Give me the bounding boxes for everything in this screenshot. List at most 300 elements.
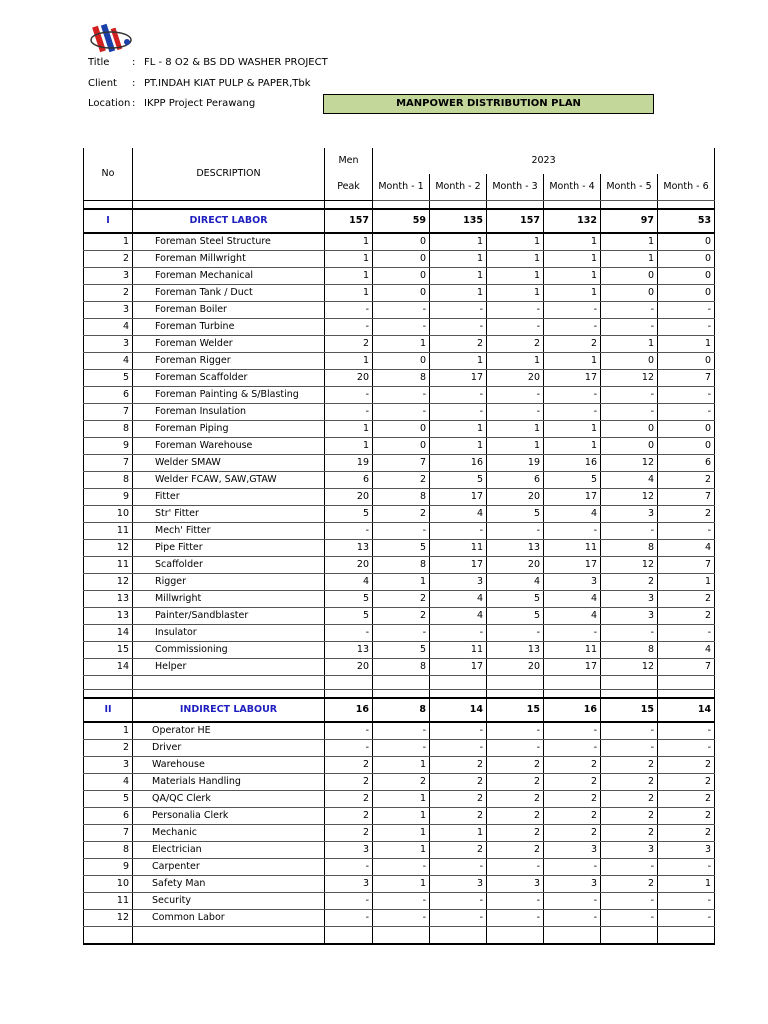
empty-cell (133, 676, 325, 690)
row-month-value: 1 (487, 353, 544, 370)
row-month-value: 16 (544, 455, 601, 472)
row-number: 14 (84, 625, 133, 642)
row-description: QA/QC Clerk (133, 791, 325, 808)
row-month-value: 0 (601, 353, 658, 370)
row-number: 11 (84, 557, 133, 574)
empty-cell (658, 676, 715, 690)
row-description: Foreman Insulation (133, 404, 325, 421)
row-month-value: - (601, 404, 658, 421)
row-month-value: - (430, 625, 487, 642)
row-month-value: 0 (601, 285, 658, 302)
row-month-value: 1 (373, 825, 430, 842)
row-month-value: 8 (601, 540, 658, 557)
row-month-value: 4 (544, 591, 601, 608)
row-month-value: 4 (658, 540, 715, 557)
row-description: Fitter (133, 489, 325, 506)
table-row (84, 825, 715, 842)
row-month-value: 3 (601, 591, 658, 608)
month-header: Month - 4 (544, 174, 601, 201)
row-month-value: 2 (373, 774, 430, 791)
table-row (84, 523, 715, 540)
row-description: Personalia Clerk (133, 808, 325, 825)
row-month-value: - (544, 523, 601, 540)
empty-cell (325, 690, 373, 699)
row-month-value: 3 (601, 506, 658, 523)
row-month-value: 1 (430, 438, 487, 455)
row-month-value: - (544, 387, 601, 404)
row-month-value: 1 (430, 268, 487, 285)
row-month-value: 7 (658, 370, 715, 387)
row-month-value: 3 (487, 876, 544, 893)
row-month-value: 5 (487, 591, 544, 608)
row-month-value: 2 (658, 472, 715, 489)
row-month-value: 1 (544, 285, 601, 302)
row-number: 6 (84, 387, 133, 404)
row-peak: 19 (325, 455, 373, 472)
row-peak: 6 (325, 472, 373, 489)
row-month-value: 2 (430, 842, 487, 859)
row-peak: - (325, 859, 373, 876)
table-row (84, 774, 715, 791)
empty-cell (487, 676, 544, 690)
row-month-value: 20 (487, 370, 544, 387)
title-value: FL - 8 O2 & BS DD WASHER PROJECT (144, 57, 328, 68)
row-description: Str' Fitter (133, 506, 325, 523)
row-peak: 3 (325, 842, 373, 859)
client-value: PT.INDAH KIAT PULP & PAPER,Tbk (144, 78, 311, 89)
section-number: II (84, 698, 133, 722)
row-month-value: - (658, 910, 715, 927)
row-month-value: 4 (430, 608, 487, 625)
row-month-value: 1 (373, 791, 430, 808)
section-month-value: 53 (658, 209, 715, 233)
row-month-value: 2 (373, 472, 430, 489)
row-month-value: 11 (544, 540, 601, 557)
row-number: 1 (84, 722, 133, 740)
row-month-value: 0 (601, 438, 658, 455)
row-month-value: 1 (601, 336, 658, 353)
row-month-value: - (487, 740, 544, 757)
row-month-value: 1 (487, 438, 544, 455)
section-month-value: 132 (544, 209, 601, 233)
row-description: Operator HE (133, 722, 325, 740)
table-row (84, 233, 715, 251)
location-value: IKPP Project Perawang (144, 98, 256, 109)
row-month-value: - (373, 910, 430, 927)
month-header: Month - 3 (487, 174, 544, 201)
row-description: Welder SMAW (133, 455, 325, 472)
row-month-value: 1 (373, 876, 430, 893)
row-month-value: 1 (544, 421, 601, 438)
row-number: 8 (84, 842, 133, 859)
empty-cell (373, 927, 430, 945)
table-row (84, 740, 715, 757)
row-number: 4 (84, 774, 133, 791)
row-number: 12 (84, 574, 133, 591)
location-line (88, 98, 255, 110)
table-row (84, 757, 715, 774)
row-month-value: 1 (373, 757, 430, 774)
row-month-value: 17 (544, 557, 601, 574)
row-month-value: 2 (544, 808, 601, 825)
table-row (84, 608, 715, 625)
row-month-value: - (487, 387, 544, 404)
row-month-value: 3 (601, 842, 658, 859)
row-month-value: - (601, 893, 658, 910)
row-description: Foreman Painting & S/Blasting (133, 387, 325, 404)
table-row (84, 842, 715, 859)
row-month-value: 2 (487, 336, 544, 353)
row-month-value: 17 (430, 489, 487, 506)
table-row (84, 722, 715, 740)
row-month-value: 1 (487, 421, 544, 438)
row-month-value: 17 (544, 370, 601, 387)
table-row (84, 421, 715, 438)
row-month-value: 1 (373, 336, 430, 353)
row-month-value: 0 (373, 233, 430, 251)
row-peak: 20 (325, 659, 373, 676)
row-number: 1 (84, 233, 133, 251)
row-peak: 5 (325, 591, 373, 608)
row-month-value: 4 (601, 472, 658, 489)
row-number: 12 (84, 540, 133, 557)
row-month-value: 2 (430, 791, 487, 808)
row-number: 9 (84, 859, 133, 876)
row-month-value: - (658, 722, 715, 740)
section-month-value: 16 (544, 698, 601, 722)
row-number: 7 (84, 455, 133, 472)
row-month-value: - (601, 859, 658, 876)
table-row (84, 489, 715, 506)
row-month-value: - (658, 740, 715, 757)
row-month-value: 2 (373, 591, 430, 608)
col-men-header: Men (325, 148, 373, 174)
row-month-value: 2 (487, 774, 544, 791)
row-month-value: 11 (430, 642, 487, 659)
row-month-value: 1 (373, 808, 430, 825)
table-row (84, 557, 715, 574)
row-month-value: - (487, 893, 544, 910)
empty-cell (601, 676, 658, 690)
row-month-value: - (601, 302, 658, 319)
row-month-value: - (658, 893, 715, 910)
empty-cell (325, 201, 373, 210)
row-description: Foreman Boiler (133, 302, 325, 319)
row-month-value: 0 (601, 268, 658, 285)
row-number: 11 (84, 523, 133, 540)
row-month-value: 12 (601, 455, 658, 472)
row-month-value: 1 (658, 574, 715, 591)
row-month-value: 2 (373, 608, 430, 625)
row-month-value: 4 (658, 642, 715, 659)
row-peak: 1 (325, 438, 373, 455)
spacer-row (84, 201, 715, 210)
table-row (84, 506, 715, 523)
table-row (84, 285, 715, 302)
row-number: 10 (84, 876, 133, 893)
row-month-value: 2 (544, 774, 601, 791)
row-peak: 2 (325, 774, 373, 791)
row-month-value: 1 (487, 233, 544, 251)
row-month-value: 2 (487, 825, 544, 842)
row-month-value: 3 (544, 842, 601, 859)
row-description: Foreman Mechanical (133, 268, 325, 285)
row-description: Insulator (133, 625, 325, 642)
row-description: Foreman Piping (133, 421, 325, 438)
row-month-value: 8 (373, 659, 430, 676)
row-month-value: - (544, 859, 601, 876)
row-month-value: 0 (658, 268, 715, 285)
row-month-value: 17 (544, 659, 601, 676)
row-month-value: - (430, 740, 487, 757)
row-month-value: 20 (487, 557, 544, 574)
table-row (84, 876, 715, 893)
table-row (84, 472, 715, 489)
row-month-value: 0 (658, 353, 715, 370)
row-month-value: - (373, 859, 430, 876)
row-month-value: 1 (487, 268, 544, 285)
table-row (84, 893, 715, 910)
row-month-value: 6 (658, 455, 715, 472)
col-peak-header: Peak (325, 174, 373, 201)
table-row (84, 268, 715, 285)
row-peak: - (325, 404, 373, 421)
table-row (84, 387, 715, 404)
row-month-value: 1 (373, 842, 430, 859)
row-month-value: - (487, 910, 544, 927)
row-month-value: 2 (487, 842, 544, 859)
table-row (84, 455, 715, 472)
empty-cell (487, 690, 544, 699)
empty-cell (133, 201, 325, 210)
empty-cell (84, 927, 133, 945)
month-header: Month - 1 (373, 174, 430, 201)
row-month-value: 2 (658, 506, 715, 523)
row-description: Foreman Tank / Duct (133, 285, 325, 302)
row-month-value: 0 (373, 421, 430, 438)
row-month-value: 2 (658, 757, 715, 774)
row-number: 8 (84, 472, 133, 489)
row-month-value: 1 (544, 233, 601, 251)
table-row (84, 625, 715, 642)
row-month-value: 2 (487, 808, 544, 825)
section-month-value: 59 (373, 209, 430, 233)
row-month-value: 2 (430, 336, 487, 353)
row-month-value: 13 (487, 540, 544, 557)
row-month-value: 3 (544, 876, 601, 893)
colon: : (132, 98, 136, 109)
row-month-value: - (373, 893, 430, 910)
table-row (84, 859, 715, 876)
row-month-value: 1 (430, 251, 487, 268)
row-month-value: - (544, 319, 601, 336)
row-peak: 1 (325, 353, 373, 370)
empty-cell (325, 676, 373, 690)
table-row (84, 302, 715, 319)
row-month-value: 4 (544, 608, 601, 625)
row-description: Foreman Rigger (133, 353, 325, 370)
row-month-value: 1 (544, 268, 601, 285)
table-body (84, 148, 715, 944)
row-peak: 5 (325, 506, 373, 523)
row-month-value: 1 (601, 251, 658, 268)
row-peak: 1 (325, 233, 373, 251)
row-description: Electrician (133, 842, 325, 859)
row-month-value: 1 (487, 285, 544, 302)
row-month-value: 1 (430, 353, 487, 370)
row-month-value: 2 (430, 808, 487, 825)
row-peak: - (325, 319, 373, 336)
row-number: 2 (84, 251, 133, 268)
row-peak: 2 (325, 336, 373, 353)
row-month-value: 7 (658, 659, 715, 676)
table-row (84, 574, 715, 591)
empty-cell (601, 201, 658, 210)
section-number: I (84, 209, 133, 233)
empty-cell (544, 927, 601, 945)
table-row (84, 319, 715, 336)
empty-cell (658, 690, 715, 699)
row-month-value: 6 (487, 472, 544, 489)
row-month-value: 5 (544, 472, 601, 489)
row-month-value: - (601, 523, 658, 540)
row-month-value: 1 (601, 233, 658, 251)
row-month-value: 4 (544, 506, 601, 523)
row-peak: 5 (325, 608, 373, 625)
row-number: 7 (84, 825, 133, 842)
row-description: Pipe Fitter (133, 540, 325, 557)
row-month-value: - (601, 319, 658, 336)
row-peak: 1 (325, 251, 373, 268)
row-month-value: 3 (544, 574, 601, 591)
row-month-value: 1 (544, 353, 601, 370)
row-month-value: 2 (658, 791, 715, 808)
row-number: 14 (84, 659, 133, 676)
row-month-value: 0 (658, 438, 715, 455)
row-month-value: 0 (658, 251, 715, 268)
table-row (84, 404, 715, 421)
row-peak: - (325, 740, 373, 757)
section-month-value: 97 (601, 209, 658, 233)
row-description: Commissioning (133, 642, 325, 659)
colon: : (132, 57, 136, 68)
row-month-value: - (658, 387, 715, 404)
row-peak: 1 (325, 421, 373, 438)
title-label: Title (88, 57, 110, 68)
row-number: 2 (84, 740, 133, 757)
empty-cell (601, 690, 658, 699)
row-month-value: - (658, 523, 715, 540)
empty-cell (373, 690, 430, 699)
row-month-value: - (373, 302, 430, 319)
table-row (84, 659, 715, 676)
row-month-value: 5 (373, 642, 430, 659)
row-number: 9 (84, 438, 133, 455)
row-month-value: 8 (373, 557, 430, 574)
row-peak: - (325, 722, 373, 740)
section-month-value: 14 (430, 698, 487, 722)
empty-cell (487, 201, 544, 210)
empty-cell (133, 927, 325, 945)
row-peak: 20 (325, 557, 373, 574)
row-month-value: 0 (658, 421, 715, 438)
row-number: 5 (84, 791, 133, 808)
row-month-value: - (430, 722, 487, 740)
row-month-value: - (373, 523, 430, 540)
row-peak: 4 (325, 574, 373, 591)
empty-cell (658, 201, 715, 210)
row-month-value: 12 (601, 370, 658, 387)
row-peak: 20 (325, 489, 373, 506)
row-description: Warehouse (133, 757, 325, 774)
row-month-value: 2 (544, 791, 601, 808)
section-month-value: 15 (487, 698, 544, 722)
row-month-value: 4 (430, 591, 487, 608)
row-month-value: - (658, 625, 715, 642)
row-month-value: 2 (601, 757, 658, 774)
row-description: Rigger (133, 574, 325, 591)
header-row-1 (84, 148, 715, 174)
row-peak: - (325, 302, 373, 319)
row-description: Foreman Turbine (133, 319, 325, 336)
empty-cell (544, 676, 601, 690)
row-month-value: - (658, 859, 715, 876)
row-month-value: - (658, 404, 715, 421)
row-description: Driver (133, 740, 325, 757)
row-number: 13 (84, 591, 133, 608)
row-peak: 1 (325, 285, 373, 302)
title-line (88, 57, 328, 69)
blank-row (84, 676, 715, 690)
plan-title: MANPOWER DISTRIBUTION PLAN (323, 94, 654, 114)
table-row (84, 336, 715, 353)
row-peak: 20 (325, 370, 373, 387)
row-month-value: 2 (601, 774, 658, 791)
row-month-value: 17 (544, 489, 601, 506)
row-month-value: 0 (601, 421, 658, 438)
row-month-value: 2 (544, 825, 601, 842)
row-number: 10 (84, 506, 133, 523)
row-number: 13 (84, 608, 133, 625)
row-peak: - (325, 523, 373, 540)
row-month-value: - (544, 625, 601, 642)
row-description: Safety Man (133, 876, 325, 893)
row-month-value: 1 (373, 574, 430, 591)
section-month-value: 157 (487, 209, 544, 233)
row-description: Foreman Welder (133, 336, 325, 353)
table-row (84, 808, 715, 825)
row-month-value: 1 (430, 233, 487, 251)
row-month-value: - (487, 523, 544, 540)
empty-cell (373, 201, 430, 210)
empty-cell (133, 690, 325, 699)
row-month-value: 4 (430, 506, 487, 523)
row-month-value: - (601, 625, 658, 642)
empty-cell (325, 927, 373, 945)
row-month-value: - (544, 404, 601, 421)
row-month-value: 0 (373, 353, 430, 370)
row-month-value: 3 (430, 876, 487, 893)
row-number: 4 (84, 353, 133, 370)
row-number: 3 (84, 757, 133, 774)
row-month-value: - (430, 523, 487, 540)
row-month-value: 2 (601, 825, 658, 842)
row-month-value: 2 (601, 808, 658, 825)
row-month-value: 16 (430, 455, 487, 472)
col-description-header: DESCRIPTION (133, 148, 325, 201)
row-month-value: - (430, 319, 487, 336)
row-month-value: 0 (658, 285, 715, 302)
